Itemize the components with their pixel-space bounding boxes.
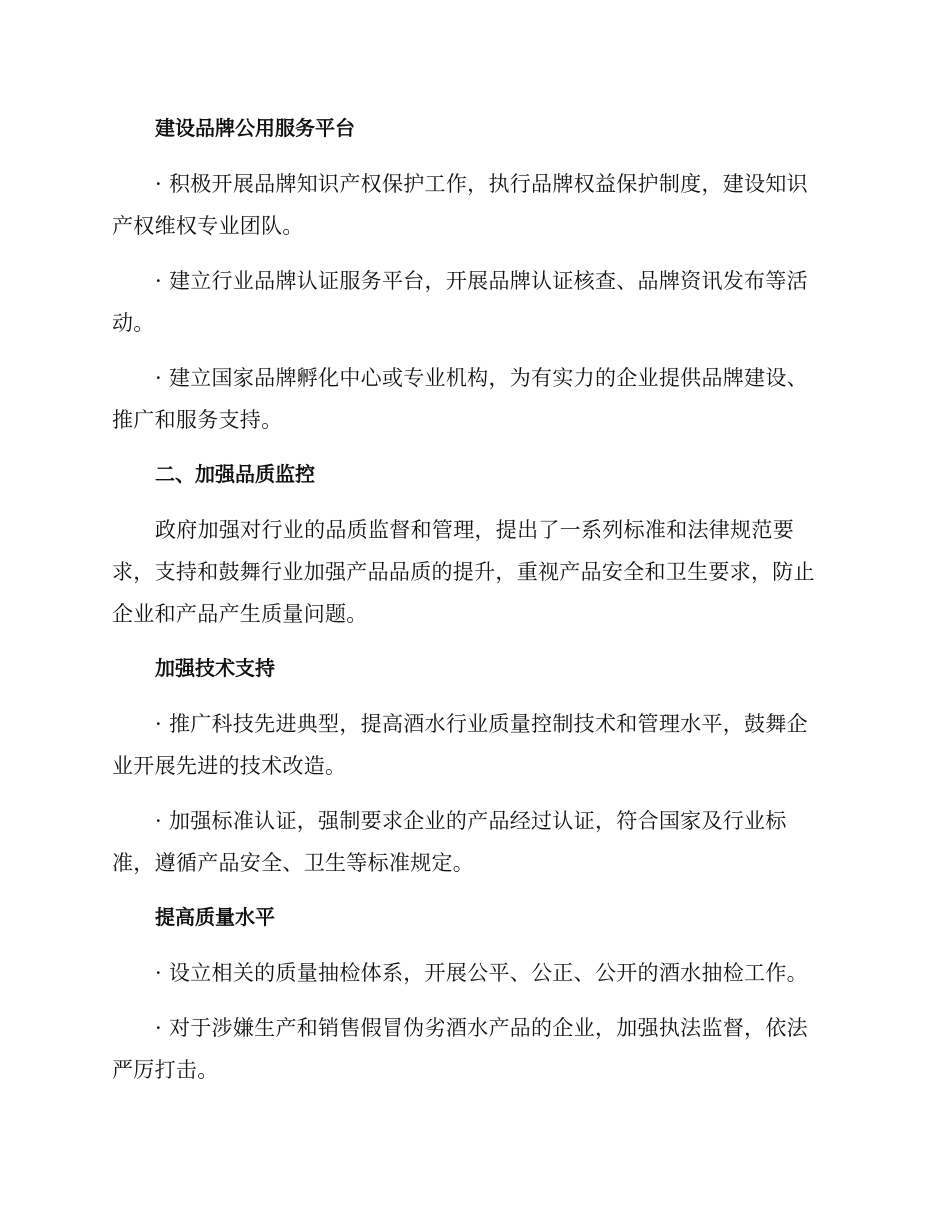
bullet-paragraph: · 设立相关的质量抽检体系，开展公平、公正、公开的酒水抽检工作。 bbox=[155, 961, 808, 985]
bullet-paragraph: · 加强标准认证，强制要求企业的产品经过认证，符合国家及行业标准，遵循产品安全、卫生等标准规定。 bbox=[112, 809, 787, 875]
bullet-paragraph: · 对于涉嫌生产和销售假冒伪劣酒水产品的企业，加强执法监督，依法严厉打击。 bbox=[112, 1016, 808, 1082]
section-heading: 二、加强品质监控 bbox=[155, 462, 315, 486]
bullet-paragraph: · 建立行业品牌认证服务平台，开展品牌认证核查、品牌资讯发布等活动。 bbox=[112, 269, 808, 335]
bullet-paragraph: · 积极开展品牌知识产权保护工作，执行品牌权益保护制度，建设知识产权维权专业团队。 bbox=[112, 172, 808, 238]
section-heading: 提高质量水平 bbox=[155, 905, 275, 929]
bullet-paragraph: · 推广科技先进典型，提高酒水行业质量控制技术和管理水平，鼓舞企业开展先进的技术改造。 bbox=[112, 712, 808, 778]
bullet-paragraph: · 建立国家品牌孵化中心或专业机构，为有实力的企业提供品牌建设、推广和服务支持。 bbox=[112, 366, 808, 432]
body-paragraph: 政府加强对行业的品质监督和管理，提出了一系列标准和法律规范要求，支持和鼓舞行业加强产品品质的提升，重视产品安全和卫生要求，防止企业和产品产生质量问题。 bbox=[112, 518, 815, 626]
section-heading: 建设品牌公用服务平台 bbox=[155, 116, 355, 140]
section-heading: 加强技术支持 bbox=[155, 656, 275, 680]
document-body bbox=[112, 108, 828, 1104]
